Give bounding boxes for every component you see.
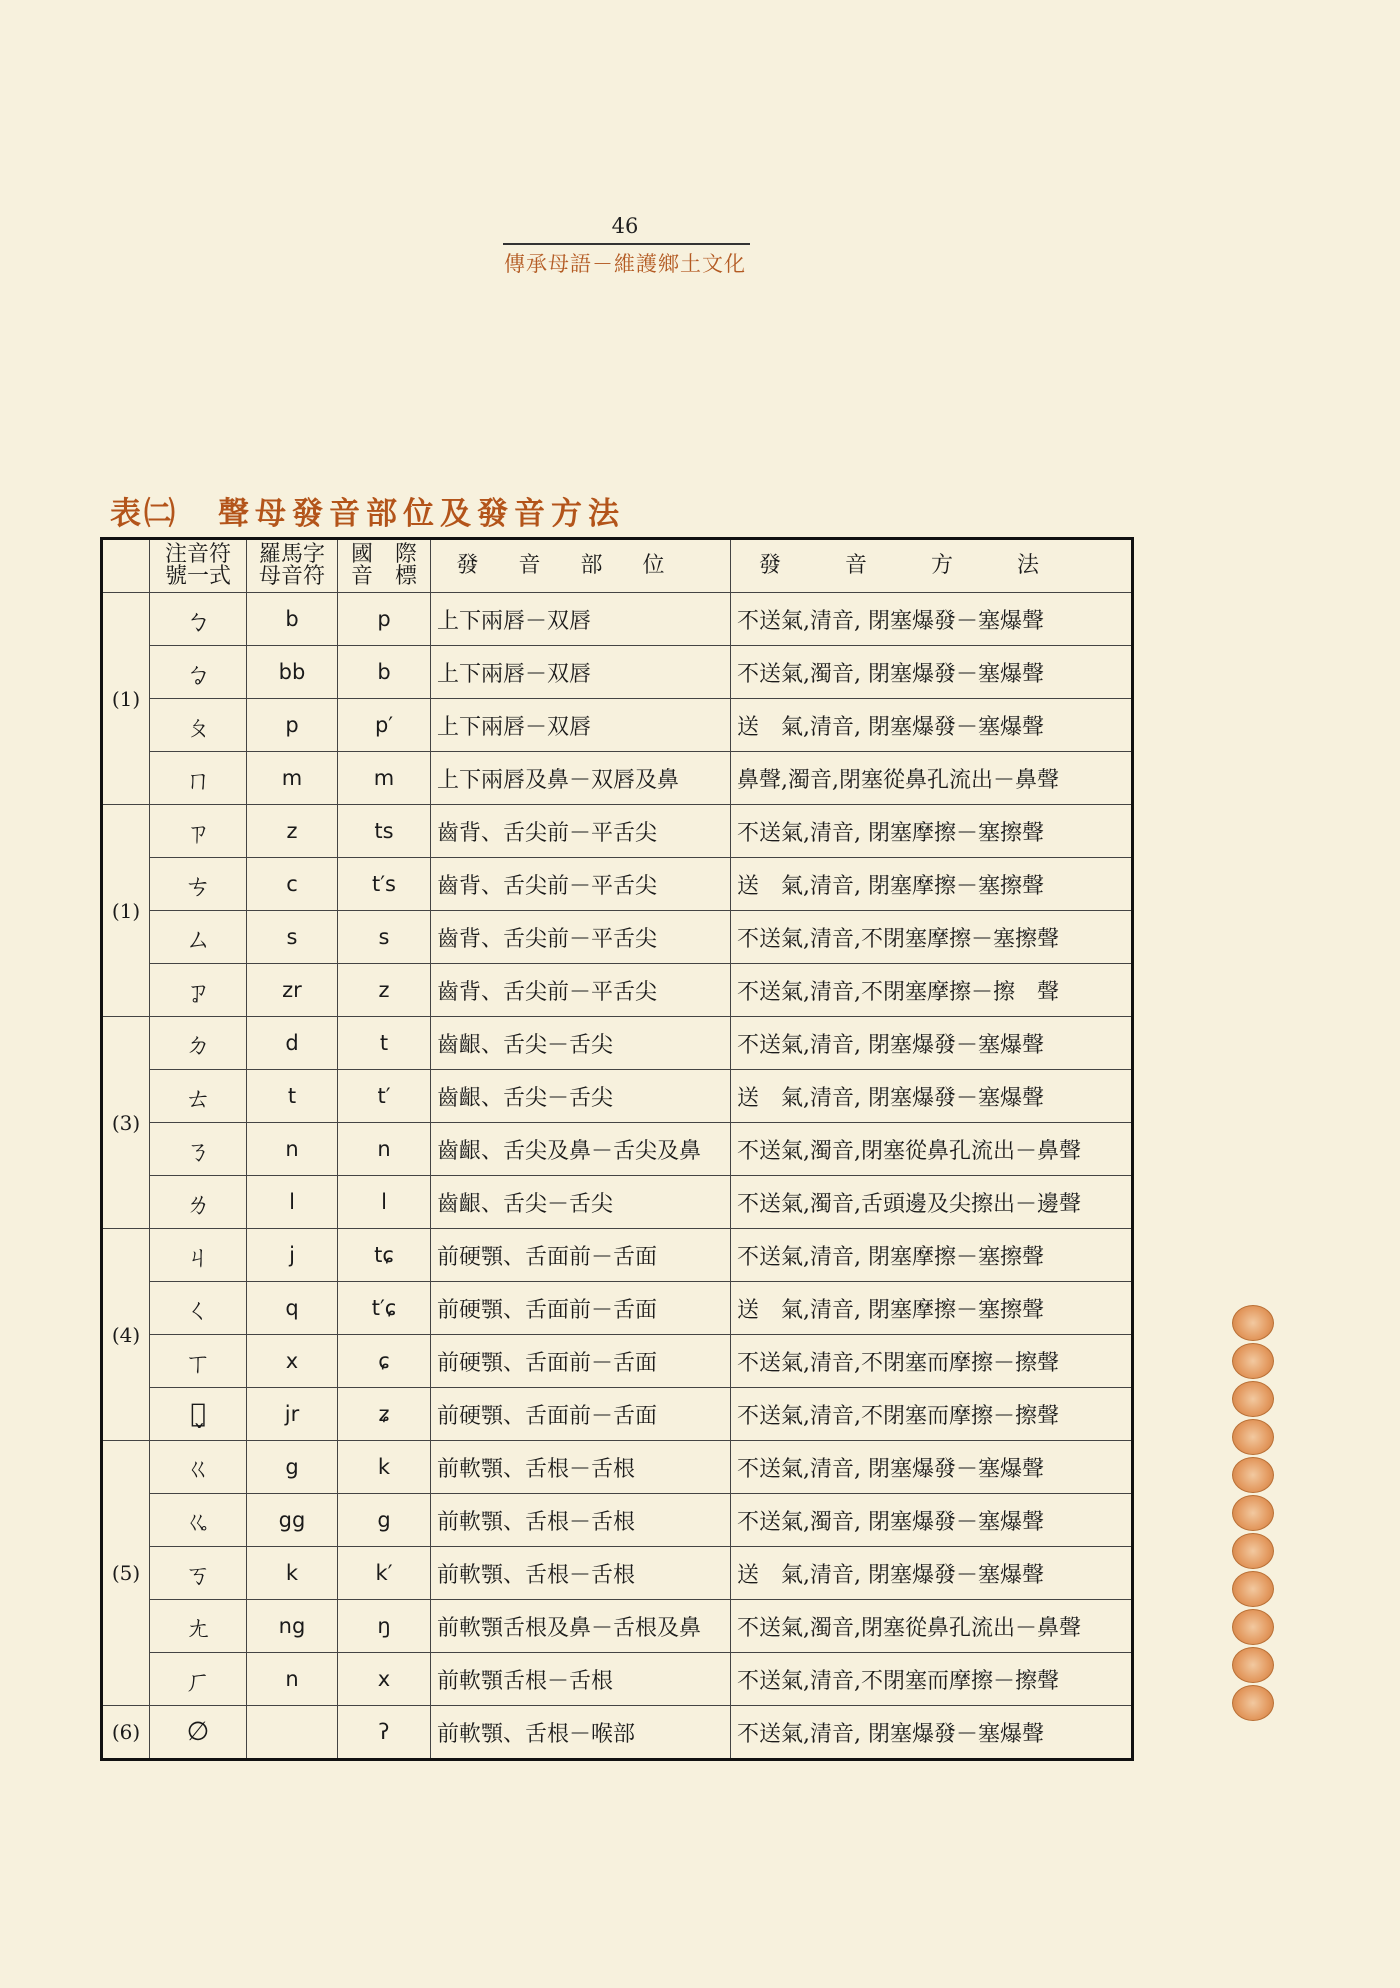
zhuyin-cell: ㄑ [150,1282,247,1335]
ipa-cell: b [338,646,431,699]
manner-cell: 送 氣,清音, 閉塞爆發－塞爆聲 [731,1070,1133,1123]
ipa-cell: p [338,593,431,646]
header-roman: 羅馬字 母音符 [247,539,338,593]
table-main-title: 聲母發音部位及發音方法 [218,496,625,532]
header-zhuyin: 注音符 號一式 [150,539,247,593]
place-cell: 前硬顎、舌面前－舌面 [431,1335,731,1388]
seal-icon [1232,1419,1274,1455]
place-cell: 前軟顎、舌根－舌根 [431,1547,731,1600]
place-cell: 前軟顎、舌根－喉部 [431,1706,731,1760]
header-place: 發音部位 [431,539,731,593]
place-cell: 齒背、舌尖前－平舌尖 [431,911,731,964]
table-label: 表㈡ [110,496,178,532]
roman-cell: k [247,1547,338,1600]
zhuyin-cell: ㆣ [150,1494,247,1547]
table-row [102,646,1133,699]
manner-cell: 送 氣,清音, 閉塞摩擦－塞擦聲 [731,858,1133,911]
manner-cell: 送 氣,清音, 閉塞摩擦－塞擦聲 [731,1282,1133,1335]
zhuyin-cell: ㄎ [150,1547,247,1600]
roman-cell: jr [247,1388,338,1441]
manner-cell: 不送氣,濁音, 閉塞爆發－塞爆聲 [731,1494,1133,1547]
place-cell: 齒齦、舌尖－舌尖 [431,1070,731,1123]
roman-cell: x [247,1335,338,1388]
manner-cell: 鼻聲,濁音,閉塞從鼻孔流出－鼻聲 [731,752,1133,805]
roman-cell: l [247,1176,338,1229]
zhuyin-cell: ㄋ [150,1123,247,1176]
ipa-cell: l [338,1176,431,1229]
seal-icon [1232,1685,1274,1721]
roman-cell: gg [247,1494,338,1547]
ipa-cell: k′ [338,1547,431,1600]
roman-cell: s [247,911,338,964]
zhuyin-cell: ㄊ [150,1070,247,1123]
ipa-cell: n [338,1123,431,1176]
group-label: (3) [102,1017,150,1229]
ipa-cell: t′ɕ [338,1282,431,1335]
roman-cell: q [247,1282,338,1335]
header-ipa: 國 際 音 標 [338,539,431,593]
ipa-cell: s [338,911,431,964]
ipa-cell: ʔ [338,1706,431,1760]
roman-cell: n [247,1123,338,1176]
zhuyin-cell: ㄏ [150,1653,247,1706]
ipa-cell: z [338,964,431,1017]
ipa-cell: t [338,1017,431,1070]
ipa-cell: p′ [338,699,431,752]
roman-cell: t [247,1070,338,1123]
ipa-cell: k [338,1441,431,1494]
table-row [102,1600,1133,1653]
zhuyin-cell: ㄒ̬ [150,1388,247,1441]
table-row [102,1070,1133,1123]
zhuyin-cell: ㄐ [150,1229,247,1282]
place-cell: 齒齦、舌尖－舌尖 [431,1017,731,1070]
header-rule [503,243,750,245]
ipa-cell: t′ [338,1070,431,1123]
roman-cell: c [247,858,338,911]
roman-cell: g [247,1441,338,1494]
seal-icon [1232,1571,1274,1607]
page-number: 46 [611,214,639,238]
place-cell: 前軟顎、舌根－舌根 [431,1494,731,1547]
ipa-cell: x [338,1653,431,1706]
ipa-cell: ŋ [338,1600,431,1653]
decorative-seal-strip [1232,1305,1276,1723]
zhuyin-cell: ㆠ [150,646,247,699]
table-row [102,1176,1133,1229]
running-title: 傳承母語－維護鄉土文化 [504,252,746,276]
manner-cell: 不送氣,濁音, 閉塞爆發－塞爆聲 [731,646,1133,699]
manner-cell: 不送氣,濁音,閉塞從鼻孔流出－鼻聲 [731,1600,1133,1653]
zhuyin-cell: ㆡ [150,964,247,1017]
manner-cell: 不送氣,清音,不閉塞而摩擦－擦聲 [731,1335,1133,1388]
group-label: (4) [102,1229,150,1441]
roman-cell: p [247,699,338,752]
manner-cell: 不送氣,清音,不閉塞摩擦－塞擦聲 [731,911,1133,964]
table-row [102,1441,1133,1494]
ipa-cell: ʑ [338,1388,431,1441]
table-row [102,1388,1133,1441]
manner-cell: 不送氣,濁音,舌頭邊及尖擦出－邊聲 [731,1176,1133,1229]
table-title [110,488,625,533]
table-header-row [102,539,1133,593]
place-cell: 上下兩唇－双唇 [431,646,731,699]
seal-icon [1232,1609,1274,1645]
manner-cell: 不送氣,清音,不閉塞摩擦－擦 聲 [731,964,1133,1017]
group-label: (1) [102,593,150,805]
roman-cell: ng [247,1600,338,1653]
initials-table [100,537,1134,1761]
table-row [102,911,1133,964]
seal-icon [1232,1457,1274,1493]
manner-cell: 不送氣,清音, 閉塞摩擦－塞擦聲 [731,1229,1133,1282]
zhuyin-cell: ㄍ [150,1441,247,1494]
roman-cell [247,1706,338,1760]
table-row [102,752,1133,805]
table-row [102,1229,1133,1282]
roman-cell: z [247,805,338,858]
manner-cell: 不送氣,清音,不閉塞而摩擦－擦聲 [731,1388,1133,1441]
ipa-cell: ɕ [338,1335,431,1388]
manner-cell: 不送氣,清音, 閉塞摩擦－塞擦聲 [731,805,1133,858]
manner-cell: 不送氣,清音, 閉塞爆發－塞爆聲 [731,1017,1133,1070]
zhuyin-cell: ㄙ [150,911,247,964]
manner-cell: 不送氣,清音, 閉塞爆發－塞爆聲 [731,1441,1133,1494]
seal-icon [1232,1533,1274,1569]
place-cell: 齒齦、舌尖－舌尖 [431,1176,731,1229]
table-row [102,1335,1133,1388]
zhuyin-cell: ㄗ [150,805,247,858]
table-row [102,964,1133,1017]
place-cell: 前軟顎舌根及鼻－舌根及鼻 [431,1600,731,1653]
table-row [102,699,1133,752]
zhuyin-cell: ㄤ [150,1600,247,1653]
table-row [102,1017,1133,1070]
table-row [102,858,1133,911]
ipa-cell: g [338,1494,431,1547]
zhuyin-cell: ㄉ [150,1017,247,1070]
seal-icon [1232,1343,1274,1379]
place-cell: 前軟顎、舌根－舌根 [431,1441,731,1494]
manner-cell: 不送氣,濁音,閉塞從鼻孔流出－鼻聲 [731,1123,1133,1176]
roman-cell: zr [247,964,338,1017]
table-body [102,593,1133,1760]
ipa-cell: m [338,752,431,805]
zhuyin-cell: ㄇ [150,752,247,805]
manner-cell: 送 氣,清音, 閉塞爆發－塞爆聲 [731,699,1133,752]
place-cell: 前軟顎舌根－舌根 [431,1653,731,1706]
table-row [102,1706,1133,1760]
place-cell: 上下兩唇及鼻－双唇及鼻 [431,752,731,805]
ipa-cell: t′s [338,858,431,911]
place-cell: 前硬顎、舌面前－舌面 [431,1229,731,1282]
roman-cell: j [247,1229,338,1282]
zhuyin-cell: ㄆ [150,699,247,752]
roman-cell: bb [247,646,338,699]
roman-cell: m [247,752,338,805]
table-row [102,1123,1133,1176]
manner-cell: 送 氣,清音, 閉塞爆發－塞爆聲 [731,1547,1133,1600]
place-cell: 前硬顎、舌面前－舌面 [431,1282,731,1335]
roman-cell: d [247,1017,338,1070]
zhuyin-cell: ㄘ [150,858,247,911]
header-manner: 發音方法 [731,539,1133,593]
manner-cell: 不送氣,清音,不閉塞而摩擦－擦聲 [731,1653,1133,1706]
table-row [102,1653,1133,1706]
zhuyin-cell: ㄌ [150,1176,247,1229]
group-label: (6) [102,1706,150,1760]
zhuyin-cell: ㄅ [150,593,247,646]
table-row [102,1547,1133,1600]
place-cell: 齒齦、舌尖及鼻－舌尖及鼻 [431,1123,731,1176]
seal-icon [1232,1381,1274,1417]
place-cell: 齒背、舌尖前－平舌尖 [431,805,731,858]
zhuyin-cell: ㄒ [150,1335,247,1388]
zhuyin-cell: ∅ [150,1706,247,1760]
group-label: (1) [102,805,150,1017]
place-cell: 齒背、舌尖前－平舌尖 [431,964,731,1017]
table-row [102,805,1133,858]
roman-cell: n [247,1653,338,1706]
manner-cell: 不送氣,清音, 閉塞爆發－塞爆聲 [731,1706,1133,1760]
table-row [102,1494,1133,1547]
place-cell: 上下兩唇－双唇 [431,593,731,646]
seal-icon [1232,1647,1274,1683]
ipa-cell: tɕ [338,1229,431,1282]
table-row [102,593,1133,646]
group-label: (5) [102,1441,150,1706]
roman-cell: b [247,593,338,646]
place-cell: 前硬顎、舌面前－舌面 [431,1388,731,1441]
header-group-cell [102,539,150,593]
ipa-cell: ts [338,805,431,858]
seal-icon [1232,1305,1274,1341]
manner-cell: 不送氣,清音, 閉塞爆發－塞爆聲 [731,593,1133,646]
place-cell: 齒背、舌尖前－平舌尖 [431,858,731,911]
place-cell: 上下兩唇－双唇 [431,699,731,752]
seal-icon [1232,1495,1274,1531]
table-row [102,1282,1133,1335]
